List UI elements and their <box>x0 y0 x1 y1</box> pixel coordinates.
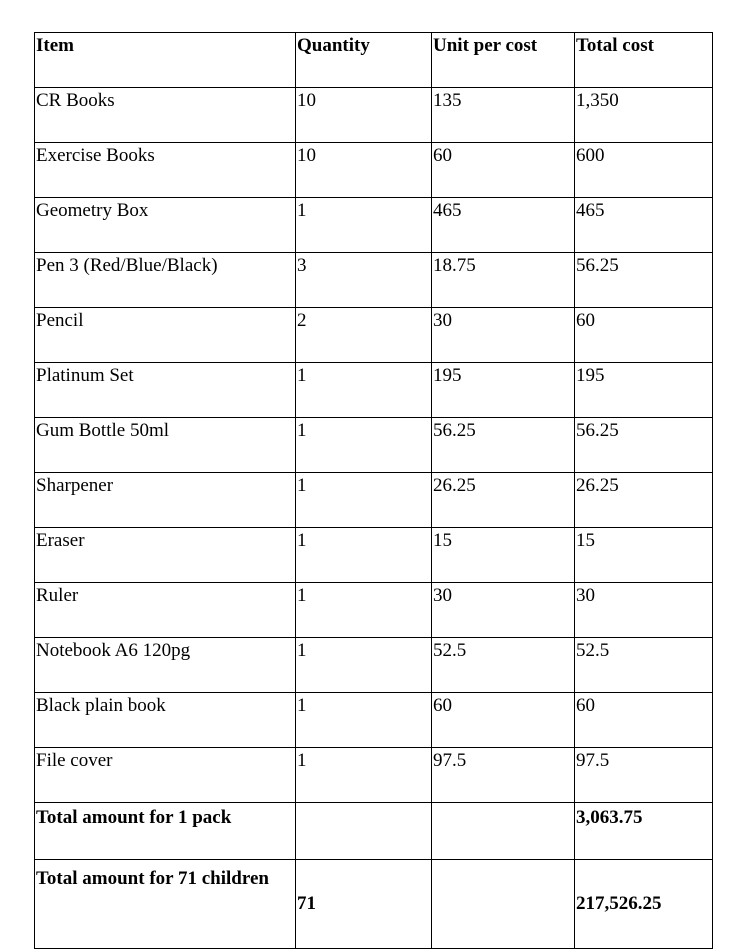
cell-item: Exercise Books <box>35 143 296 198</box>
total-children-quantity: 71 <box>296 860 432 949</box>
cost-table-document <box>34 32 713 949</box>
table-row <box>35 253 713 308</box>
cell-item: File cover <box>35 748 296 803</box>
table-row <box>35 583 713 638</box>
cell-quantity: 1 <box>296 638 432 693</box>
cell-total-cost: 52.5 <box>575 638 713 693</box>
cell-item: CR Books <box>35 88 296 143</box>
cell-unit-cost: 56.25 <box>432 418 575 473</box>
cell-quantity: 1 <box>296 363 432 418</box>
cost-table <box>34 32 713 949</box>
cell-unit-cost: 465 <box>432 198 575 253</box>
table-row <box>35 308 713 363</box>
cell-quantity: 1 <box>296 198 432 253</box>
cell-item: Platinum Set <box>35 363 296 418</box>
header-unit-cost: Unit per cost <box>432 33 575 88</box>
cell-unit-cost: 60 <box>432 693 575 748</box>
cell-item: Geometry Box <box>35 198 296 253</box>
cell-item: Gum Bottle 50ml <box>35 418 296 473</box>
cell-total-cost: 60 <box>575 308 713 363</box>
cell-quantity: 1 <box>296 583 432 638</box>
cell-quantity: 10 <box>296 143 432 198</box>
cell-total-cost: 1,350 <box>575 88 713 143</box>
total-pack-row <box>35 803 713 860</box>
total-children-label: Total amount for 71 children <box>35 860 296 949</box>
cell-total-cost: 56.25 <box>575 253 713 308</box>
cell-unit-cost: 97.5 <box>432 748 575 803</box>
table-row <box>35 473 713 528</box>
header-total-cost: Total cost <box>575 33 713 88</box>
cell-total-cost: 60 <box>575 693 713 748</box>
cell-item: Pencil <box>35 308 296 363</box>
cell-total-cost: 97.5 <box>575 748 713 803</box>
total-pack-label: Total amount for 1 pack <box>35 803 296 860</box>
cell-total-cost: 56.25 <box>575 418 713 473</box>
header-item: Item <box>35 33 296 88</box>
cell-item: Eraser <box>35 528 296 583</box>
cell-total-cost: 465 <box>575 198 713 253</box>
cell-quantity: 1 <box>296 693 432 748</box>
table-header-row <box>35 33 713 88</box>
cell-item: Sharpener <box>35 473 296 528</box>
cell-unit-cost: 30 <box>432 308 575 363</box>
cell-item: Notebook A6 120pg <box>35 638 296 693</box>
cell-item: Pen 3 (Red/Blue/Black) <box>35 253 296 308</box>
cell-unit-cost: 30 <box>432 583 575 638</box>
table-row <box>35 693 713 748</box>
cell-unit-cost: 15 <box>432 528 575 583</box>
cell-total-cost: 600 <box>575 143 713 198</box>
cell-unit-cost: 135 <box>432 88 575 143</box>
table-row <box>35 528 713 583</box>
total-children-unit <box>432 860 575 949</box>
cell-unit-cost: 60 <box>432 143 575 198</box>
cell-unit-cost: 18.75 <box>432 253 575 308</box>
cell-unit-cost: 195 <box>432 363 575 418</box>
cell-total-cost: 26.25 <box>575 473 713 528</box>
cell-unit-cost: 26.25 <box>432 473 575 528</box>
cell-quantity: 10 <box>296 88 432 143</box>
cell-quantity: 3 <box>296 253 432 308</box>
table-row <box>35 638 713 693</box>
total-pack-quantity <box>296 803 432 860</box>
cell-item: Black plain book <box>35 693 296 748</box>
table-row <box>35 88 713 143</box>
header-quantity: Quantity <box>296 33 432 88</box>
cell-quantity: 2 <box>296 308 432 363</box>
table-row <box>35 198 713 253</box>
total-pack-unit <box>432 803 575 860</box>
cell-quantity: 1 <box>296 473 432 528</box>
table-row <box>35 143 713 198</box>
cell-item: Ruler <box>35 583 296 638</box>
cell-quantity: 1 <box>296 748 432 803</box>
cell-unit-cost: 52.5 <box>432 638 575 693</box>
table-row <box>35 748 713 803</box>
cell-quantity: 1 <box>296 418 432 473</box>
cell-quantity: 1 <box>296 528 432 583</box>
cell-total-cost: 30 <box>575 583 713 638</box>
cell-total-cost: 15 <box>575 528 713 583</box>
total-children-amount: 217,526.25 <box>575 860 713 949</box>
total-children-row <box>35 860 713 949</box>
table-row <box>35 418 713 473</box>
table-row <box>35 363 713 418</box>
total-pack-amount: 3,063.75 <box>575 803 713 860</box>
cell-total-cost: 195 <box>575 363 713 418</box>
